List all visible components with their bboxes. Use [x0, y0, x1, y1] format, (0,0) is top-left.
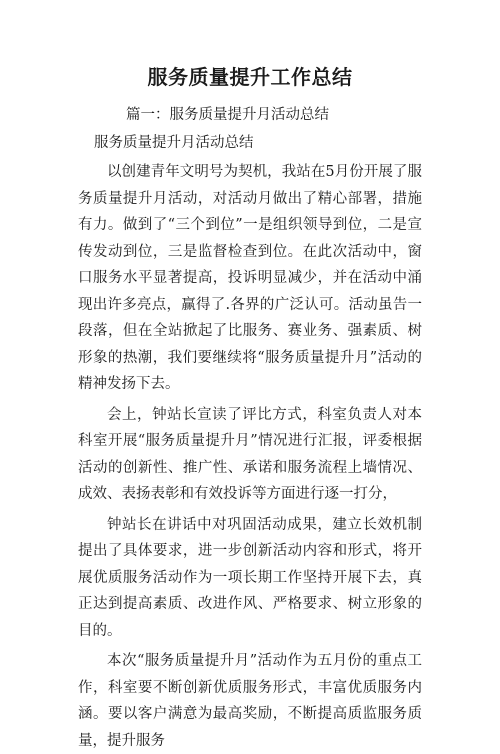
- sub-heading: 服务质量提升月活动总结: [94, 135, 254, 151]
- paragraph-2: 会上，钟站长宣读了评比方式，科室负责人对本科室开展“服务质量提升月”情况进行汇报，评委根据活动的创新性、推广性、承诺和服务流程上墙情况、成效、表扬表彰和有效投诉等方面进行逐一打分，: [78, 406, 422, 502]
- section-heading: 篇一：服务质量提升月活动总结: [126, 107, 329, 123]
- paragraph-3: 钟站长在讲话中对巩固活动成果，建立长效机制提出了具体要求，进一步创新活动内容和形式，将开展优质服务活动作为一项长期工作坚持开展下去，真正达到提高素质、改进作风、严格要求、树立形象的目的。: [78, 516, 422, 639]
- paragraph-4: 本次“服务质量提升月”活动作为五月份的重点工作，科室要不断创新优质服务形式，丰富优质服务内涵。要以客户满意为最高奖励，不断提高质监服务质量，提升服务: [78, 653, 422, 749]
- paragraph-1: 以创建青年文明号为契机，我站在5月份开展了服务质量提升月活动，对活动月做出了精心部署，措施有力。做到了“三个到位”一是组织领导到位，二是宣传发动到位，三是监督检查到位。在此次活动中，窗口服务水平显著提高，投诉明显减少，并在活动中涌现出许多亮点，赢得了.各界的广泛认可。活动虽告一段落，但在全站掀起了比服务、赛业务、强素质、树形象的热潮，我们要继续将“服务质量提升月”活动的精神发扬下去。: [78, 164, 422, 392]
- document-title: 服务质量提升工作总结: [147, 65, 353, 89]
